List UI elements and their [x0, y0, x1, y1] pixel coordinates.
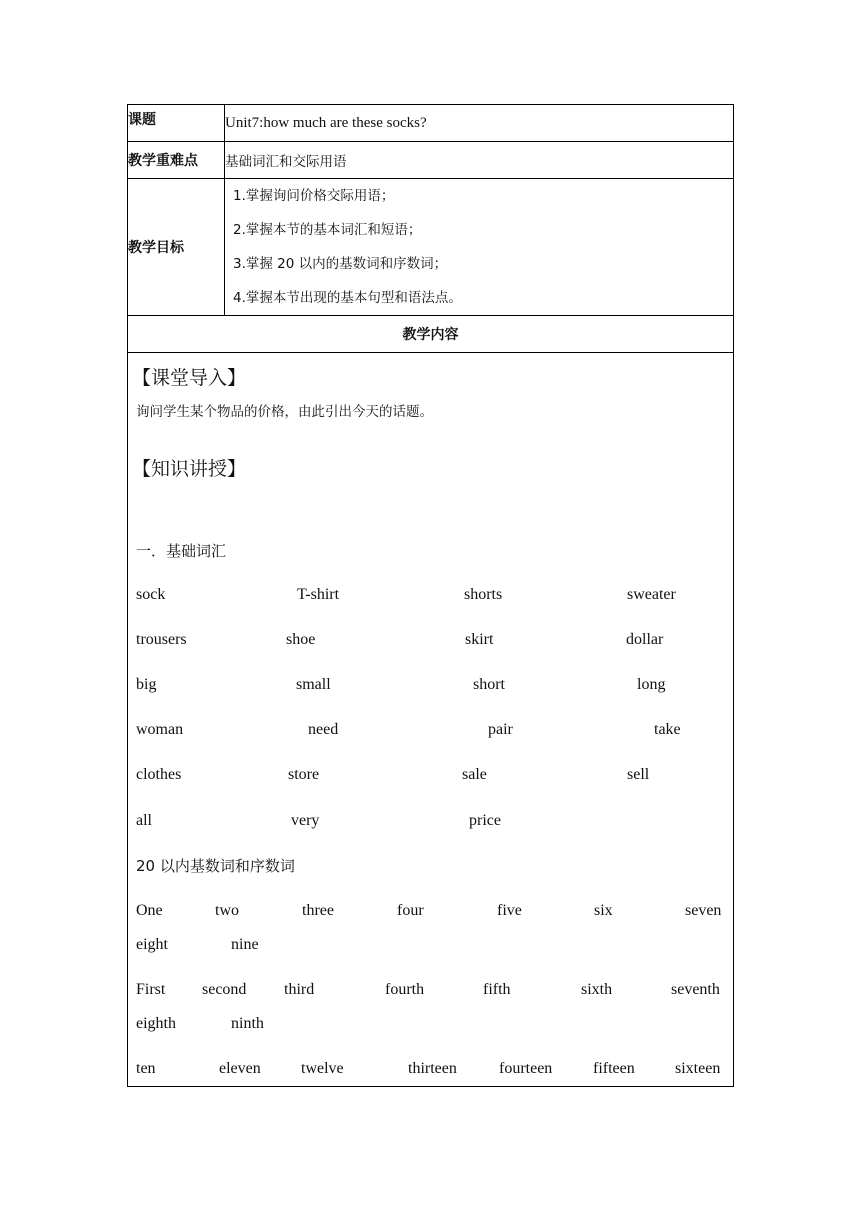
number-word: thirteen	[408, 1060, 457, 1077]
number-word: eighth	[136, 1015, 176, 1032]
vocab-word: dollar	[626, 631, 664, 648]
number-word: three	[302, 902, 334, 919]
vocab-word: small	[296, 676, 331, 693]
key-points-value: 基础词汇和交际用语	[225, 142, 734, 179]
vocab-word: sweater	[627, 586, 676, 603]
goal-item: 2.掌握本节的基本词汇和短语；	[233, 222, 422, 238]
vocab-word: short	[473, 676, 505, 693]
vocab-word: sale	[462, 766, 487, 783]
number-word: third	[284, 981, 315, 998]
goal-item: 3.掌握 20 以内的基数词和序数词；	[233, 256, 448, 272]
vocab-word: need	[308, 721, 339, 738]
vocab-word: all	[136, 812, 152, 829]
number-word: fifth	[483, 981, 511, 998]
topic-row	[128, 105, 734, 142]
content-header: 教学内容	[128, 316, 734, 353]
lesson-plan-table	[127, 104, 734, 1087]
number-word: two	[215, 902, 239, 919]
vocab-word: shoe	[286, 631, 316, 648]
number-word: twelve	[301, 1060, 344, 1077]
number-word: five	[497, 902, 522, 919]
number-word: four	[397, 902, 424, 919]
content-body	[128, 353, 734, 1087]
number-word: sixteen	[675, 1060, 721, 1077]
number-word: ten	[136, 1060, 156, 1077]
vocab-word: skirt	[465, 631, 494, 648]
number-word: six	[594, 902, 613, 919]
number-word: eight	[136, 936, 168, 953]
number-word: fourteen	[499, 1060, 553, 1077]
vocab-word: price	[469, 812, 501, 829]
vocab-word: clothes	[136, 766, 182, 783]
vocab-word: pair	[488, 721, 513, 738]
key-points-row	[128, 142, 734, 179]
vocab-word: take	[654, 721, 681, 738]
number-word: second	[202, 981, 247, 998]
topic-label: 课题	[128, 105, 225, 142]
vocab-word: sell	[627, 766, 650, 783]
number-word: sixth	[581, 981, 613, 998]
intro-title: 【课堂导入】	[132, 367, 247, 389]
vocab-word: T-shirt	[297, 586, 340, 603]
vocab-title: 一．基础词汇	[136, 542, 227, 560]
vocab-word: sock	[136, 586, 166, 603]
goals-row	[128, 179, 734, 316]
goal-item: 4.掌握本节出现的基本句型和语法点。	[233, 290, 462, 306]
number-word: One	[136, 902, 163, 919]
topic-value: Unit7:how much are these socks?	[225, 105, 734, 142]
intro-text: 询问学生某个物品的价格，由此引出今天的话题。	[136, 404, 433, 420]
number-word: fifteen	[593, 1060, 635, 1077]
number-word: seven	[685, 902, 722, 919]
vocab-word: woman	[136, 721, 184, 738]
vocab-word: very	[291, 812, 320, 829]
key-points-label: 教学重难点	[128, 142, 225, 179]
number-word: ninth	[231, 1015, 264, 1032]
vocab-word: trousers	[136, 631, 187, 648]
number-word: seventh	[671, 981, 720, 998]
vocab-word: big	[136, 676, 157, 693]
numbers-title: 20 以内基数词和序数词	[136, 857, 295, 875]
goals-label: 教学目标	[128, 179, 225, 316]
number-word: nine	[231, 936, 259, 953]
goal-item: 1.掌握询问价格交际用语；	[233, 188, 395, 204]
knowledge-title: 【知识讲授】	[132, 458, 247, 480]
vocab-word: shorts	[464, 586, 503, 603]
vocab-word: long	[637, 676, 666, 693]
number-word: eleven	[219, 1060, 261, 1077]
vocab-word: store	[288, 766, 320, 783]
content-header-row	[128, 316, 734, 353]
number-word: First	[136, 981, 166, 998]
goals-list	[225, 179, 734, 316]
content-row	[128, 353, 734, 1087]
number-word: fourth	[385, 981, 425, 998]
